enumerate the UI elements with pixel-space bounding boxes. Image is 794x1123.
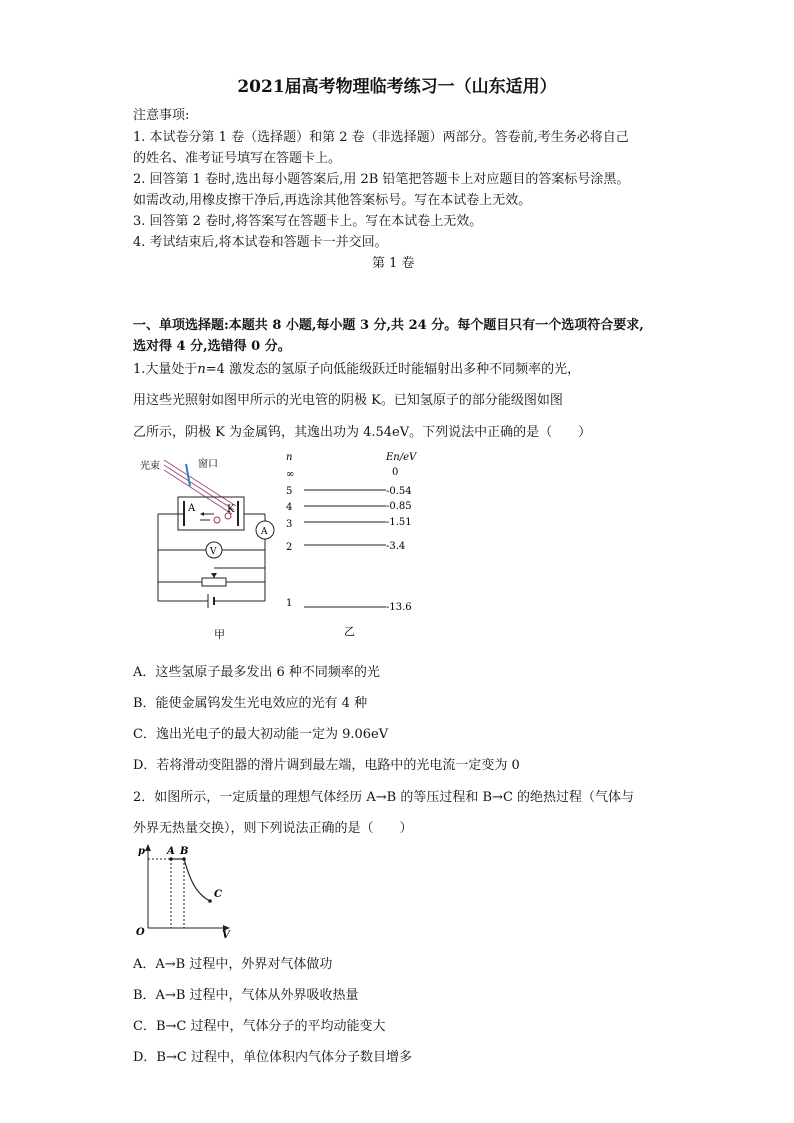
energy-level-diagram <box>280 446 430 642</box>
level-n-1: 1 <box>286 598 293 609</box>
q1-stem-line2: 用这些光照射如图甲所示的光电管的阴极 K。已知氢原子的部分能级图如图 <box>133 393 563 408</box>
level-e-inf: 0 <box>392 467 399 478</box>
ammeter-label: A <box>261 527 268 537</box>
p-axis-label: p <box>138 846 145 857</box>
volume-label: 第 1 卷 <box>372 256 415 271</box>
figure-jia-caption: 甲 <box>214 628 225 641</box>
level-n-2: 2 <box>286 542 293 553</box>
point-a <box>169 857 173 861</box>
notice-line-3: 2. 回答第 1 卷时,选出每小题答案后,用 2B 铅笔把答题卡上对应题目的答案标号涂黑。 <box>133 172 630 187</box>
point-a-label: A <box>167 846 175 857</box>
q2-stem-line2: 外界无热量交换），则下列说法正确的是（ ） <box>133 821 413 836</box>
q2-option-d: D．B→C 过程中，单位体积内气体分子数目增多 <box>133 1050 412 1065</box>
q1-option-b: B．能使金属钨发生光电效应的光有 4 种 <box>133 696 368 711</box>
notice-line-1: 1. 本试卷分第 1 卷（选择题）和第 2 卷（非选择题）两部分。答卷前,考生务必将自己 <box>133 130 629 145</box>
n-header: n <box>286 452 293 463</box>
window-label: 窗口 <box>198 459 218 470</box>
q1-stem-line3: 乙所示，阴极 K 为金属钨，其逸出功为 4.54eV。下列说法中正确的是（ ） <box>133 425 592 440</box>
light-beam-label: 光束 <box>140 461 160 472</box>
exam-title: 2021届高考物理临考练习一（山东适用） <box>237 77 557 97</box>
energy-header: En/eV <box>386 452 417 463</box>
section-heading-line1: 一、单项选择题:本题共 8 小题,每小题 3 分,共 24 分。每个题目只有一个选项符合要求, <box>133 318 644 333</box>
level-n-inf: ∞ <box>286 469 295 480</box>
q1-option-d: D．若将滑动变阻器的滑片调到最左端，电路中的光电流一定变为 0 <box>133 758 520 773</box>
v-axis-label: V <box>222 930 230 938</box>
level-n-4: 4 <box>286 502 293 513</box>
origin-label: O <box>136 927 145 938</box>
level-e-2: -3.4 <box>386 541 406 552</box>
p-axis-arrow <box>145 844 151 851</box>
figure-yi-caption: 乙 <box>344 625 355 638</box>
q1-option-c: C．逸出光电子的最大初动能一定为 9.06eV <box>133 727 389 742</box>
photoelectric-circuit-figure <box>130 448 293 648</box>
light-ray <box>164 465 234 510</box>
point-c-label: C <box>214 889 222 900</box>
level-e-3-value: -1.51 <box>386 517 412 528</box>
notice-line-5: 3. 回答第 2 卷时,将答案写在答题卡上。写在本试卷上无效。 <box>133 214 483 229</box>
light-ray <box>164 470 232 514</box>
adiabatic-curve-bc <box>184 859 210 901</box>
voltmeter-label: V <box>210 547 217 557</box>
level-n-5: 5 <box>286 486 293 497</box>
rheostat-slider-head <box>211 573 217 578</box>
pv-graph <box>134 842 234 938</box>
point-c <box>208 899 212 903</box>
electron <box>214 517 220 523</box>
section-heading-line2: 选对得 4 分,选错得 0 分。 <box>133 339 291 354</box>
notice-line-2: 的姓名、准考证号填写在答题卡上。 <box>133 151 342 166</box>
anode-label: A <box>188 503 196 514</box>
q1-option-a: A．这些氢原子最多发出 6 种不同频率的光 <box>133 665 380 680</box>
notice-line-4: 如需改动,用橡皮擦干净后,再选涂其他答案标号。写在本试卷上无效。 <box>133 193 532 208</box>
level-n-3: 3 <box>286 519 293 530</box>
q1-stem-line1: 1.大量处于n=4 激发态的氢原子向低能级跃迁时能辐射出多种不同频率的光， <box>133 362 581 377</box>
rheostat <box>202 578 226 586</box>
q2-option-b: B．A→B 过程中，气体从外界吸收热量 <box>133 988 359 1003</box>
level-e-5: -0.54 <box>386 486 412 497</box>
electron-arrow-head <box>200 512 204 516</box>
q2-option-c: C．B→C 过程中，气体分子的平均动能变大 <box>133 1019 386 1034</box>
cathode-label: K <box>227 504 235 515</box>
q2-option-a: A．A→B 过程中，外界对气体做功 <box>133 957 333 972</box>
level-e-1: -13.6 <box>386 602 412 613</box>
notice-heading: 注意事项: <box>133 108 190 123</box>
level-e-4: -0.85 <box>386 501 412 512</box>
notice-line-6: 4. 考试结束后,将本试卷和答题卡一并交回。 <box>133 235 388 250</box>
point-b <box>182 857 186 861</box>
point-b-label: B <box>180 846 189 857</box>
q2-stem-line1: 2．如图所示，一定质量的理想气体经历 A→B 的等压过程和 B→C 的绝热过程（气体与 <box>133 790 635 805</box>
